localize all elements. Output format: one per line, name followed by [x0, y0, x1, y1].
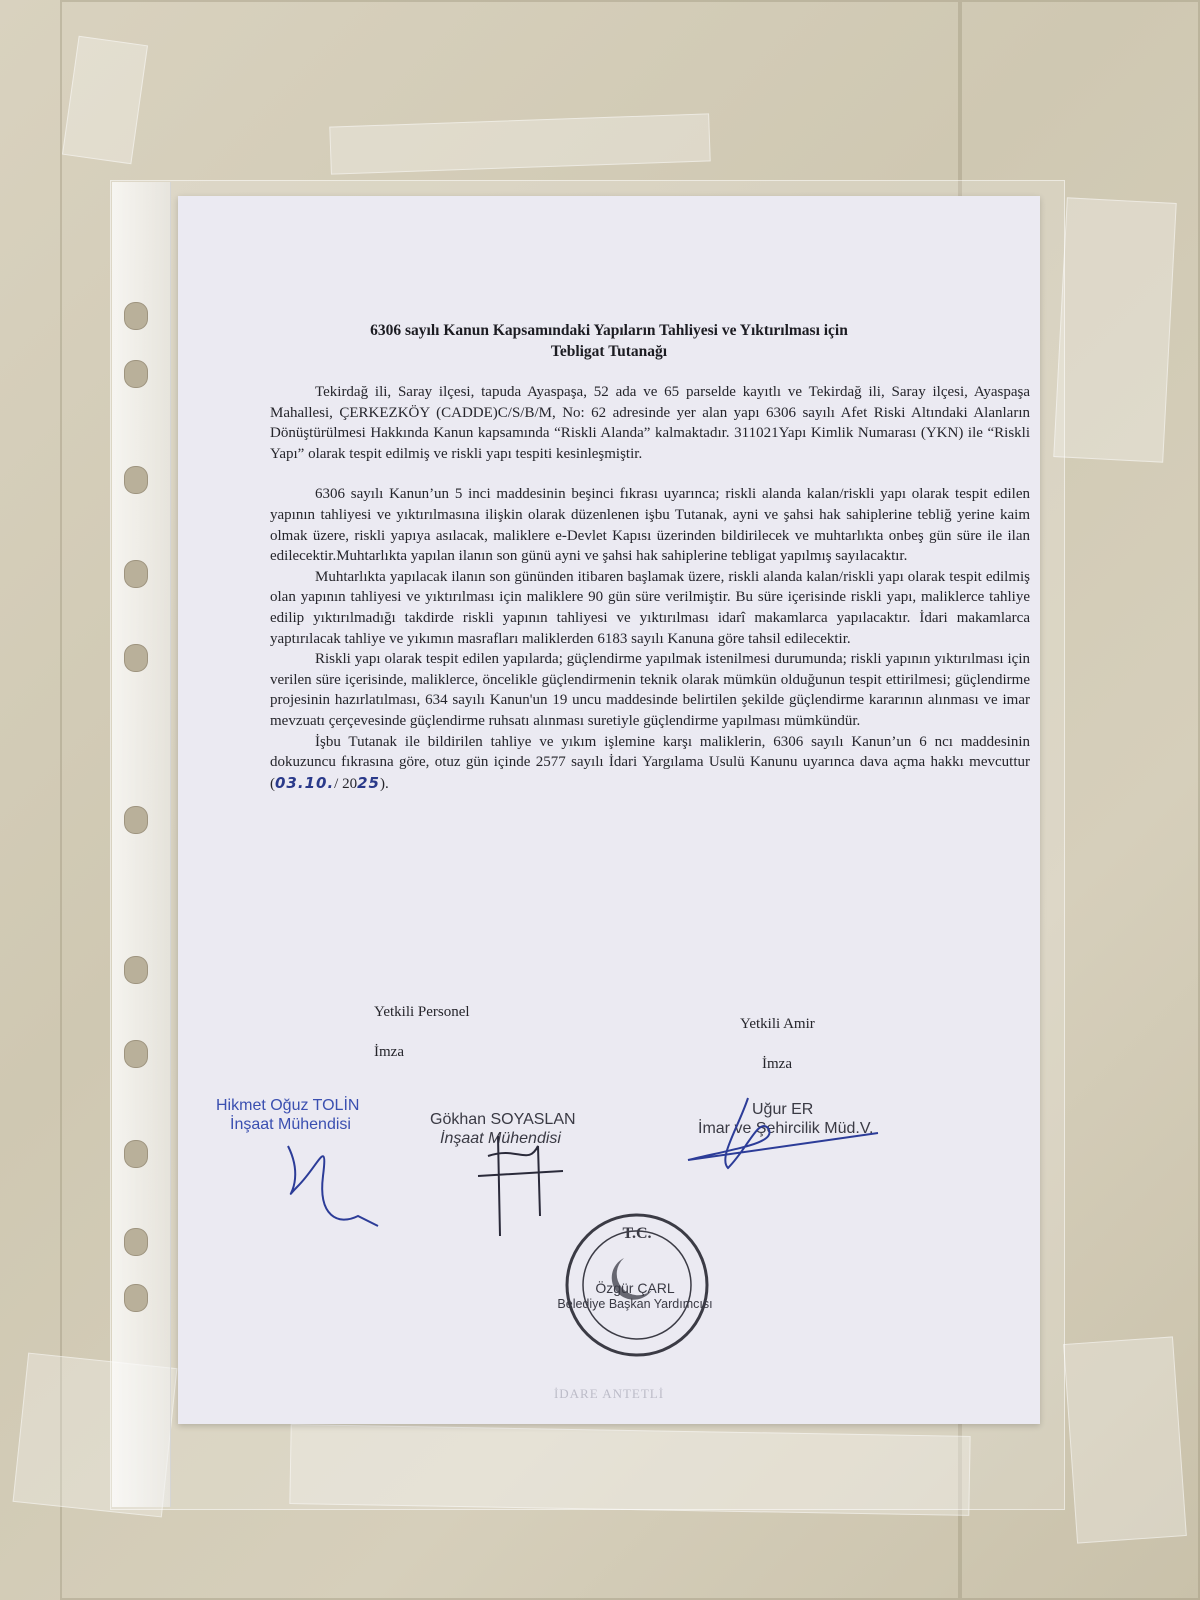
seal-name-block: [550, 1280, 720, 1312]
left-sign-label: İmza: [374, 1044, 404, 1060]
stamp-3-name: Uğur ER: [752, 1101, 814, 1118]
punch-hole: [124, 466, 148, 494]
punch-hole: [124, 560, 148, 588]
tape-right: [1053, 197, 1176, 462]
punch-hole: [124, 302, 148, 330]
paragraph-3: Muhtarlıkta yapılacak ilanın son gününden itibaren başlamak üzere, riskli alanda kalan/riskli yapı olarak tespit edilmiş olan yapının tahliyesi ve yıktırılması için maliklere 90 gün süre verilmiştir. Bu süre içerisinde riskli yapı, maliklerce tahliye edilip yıktırılmadığı takdirde riskli yapının tahliyesi ve yıktırılması idarî makamlarca yapılacaktır. İdari makamlarca yaptırılacak tahliye ve yıkımın masrafları maliklerden 6183 sayılı Kanuna göre tahsil edilecektir.: [270, 568, 1030, 647]
signature-1-scribble: [268, 1126, 388, 1236]
handwritten-year: 25: [357, 773, 380, 792]
paragraph-5: [270, 732, 1030, 795]
handwritten-date: 03.10.: [275, 773, 335, 792]
faded-footer-text: İDARE ANTETLİ: [553, 1386, 665, 1401]
date-close: ).: [379, 775, 389, 792]
paragraph-5-text: İşbu Tutanak ile bildirilen tahliye ve yıkım işlemine karşı maliklerin, 6306 sayılı Kanun’un 6 ncı maddesinin dokuzuncu fıkrasına göre, otuz gün içinde 2577 sayılı İdari Yargılama Usulü Kanunu uyarınca dava açma hakkı mevcuttur (: [270, 733, 1030, 792]
punch-hole: [124, 956, 148, 984]
stamp-2-title: İnşaat Mühendisi: [440, 1130, 561, 1147]
left-signatory-label: Yetkili Personel: [374, 1004, 470, 1020]
punch-hole: [124, 806, 148, 834]
title-line-2: Tebligat Tutanağı: [550, 343, 668, 360]
signature-3-scribble: [678, 1088, 898, 1178]
seal-name: Özgür ÇARL: [595, 1280, 675, 1296]
punch-hole: [124, 360, 148, 388]
stamp-2-name: Gökhan SOYASLAN: [430, 1111, 576, 1128]
punch-hole: [124, 644, 148, 672]
stamp-3-title: İmar ve Şehircilik Müd.V.: [698, 1120, 874, 1137]
paragraph-2: 6306 sayılı Kanun’un 5 inci maddesinin beşinci fıkrası uyarınca; riskli alanda kalan/riskli yapı olarak tespit edilen yapının tahliyesi ve yıktırılmasına ilişkin olarak düzenlenen işbu Tutanak, ayni ve şahsi hak sahiplerine tebliğ yerine kaim olmak üzere, riskli yapıya asılacak, maliklere e-Devlet Kapısı üzerinden bildirilecek ve muhtarlıkta onbeş gün süre ile ilan edilecektir.Muhtarlıkta yapılan ilanın son günü ayni ve şahsi hak sahiplerine tebligat yapılmış sayılacaktır.: [270, 486, 1030, 565]
paragraph-1: Tekirdağ ili, Saray ilçesi, tapuda Ayaspaşa, 52 ada ve 65 parselde kayıtlı ve Tekirdağ ili, Saray ilçesi, Ayaspaşa Mahallesi, ÇERKEZKÖY (CADDE)C/S/B/M, No: 62 adresinde yer alan yapı 6306 sayılı Afet Riski Altındaki Alanların Dönüştürülmesi Hakkında Kanun kapsamında “Riskli Alanda” kalmaktadır. 311021Yapı Kimlik Numarası (YKN) ile “Riskli Yapı” olarak tespit edilmiş ve riskli yapı tespiti kesinleşmiştir.: [270, 384, 1030, 462]
title-line-1: 6306 sayılı Kanun Kapsamındaki Yapıların Tahliyesi ve Yıktırılması için: [370, 322, 848, 339]
punch-hole: [124, 1140, 148, 1168]
punch-hole: [124, 1284, 148, 1312]
stamp-1-title: İnşaat Mühendisi: [230, 1116, 351, 1133]
stamp-1-name: Hikmet Oğuz TOLİN: [216, 1097, 360, 1114]
document-body: [270, 382, 1030, 794]
seal-top-text: T.C.: [622, 1225, 652, 1242]
seal-title: Belediye Başkan Yardımcısı: [557, 1297, 713, 1311]
paragraph-4: Riskli yapı olarak tespit edilen yapılarda; güçlendirme yapılmak istenilmesi durumunda; riskli yapının yıktırılması için verilen süre içerisinde, maliklerce, öncelikle güçlendirmenin teknik olarak mümkün olduğunun tespit ettirilmesi; güçlendirme projesinin hazırlatılması, 634 sayılı Kanun'un 19 uncu maddesinde belirtilen şekilde güçlendirme kararının alınması ve imar mevzuatı çerçevesinde güçlendirme ruhsatı alınması suretiyle güçlendirme yapılması mümkündür.: [270, 651, 1030, 729]
date-separator: / 20: [334, 775, 358, 792]
right-sign-label: İmza: [762, 1056, 792, 1072]
document-title: [178, 320, 1040, 362]
punch-hole: [124, 1228, 148, 1256]
tape-bottom-right: [1063, 1336, 1187, 1543]
notice-paper: [178, 196, 1040, 1424]
right-signatory-label: Yetkili Amir: [740, 1016, 815, 1032]
punch-hole: [124, 1040, 148, 1068]
